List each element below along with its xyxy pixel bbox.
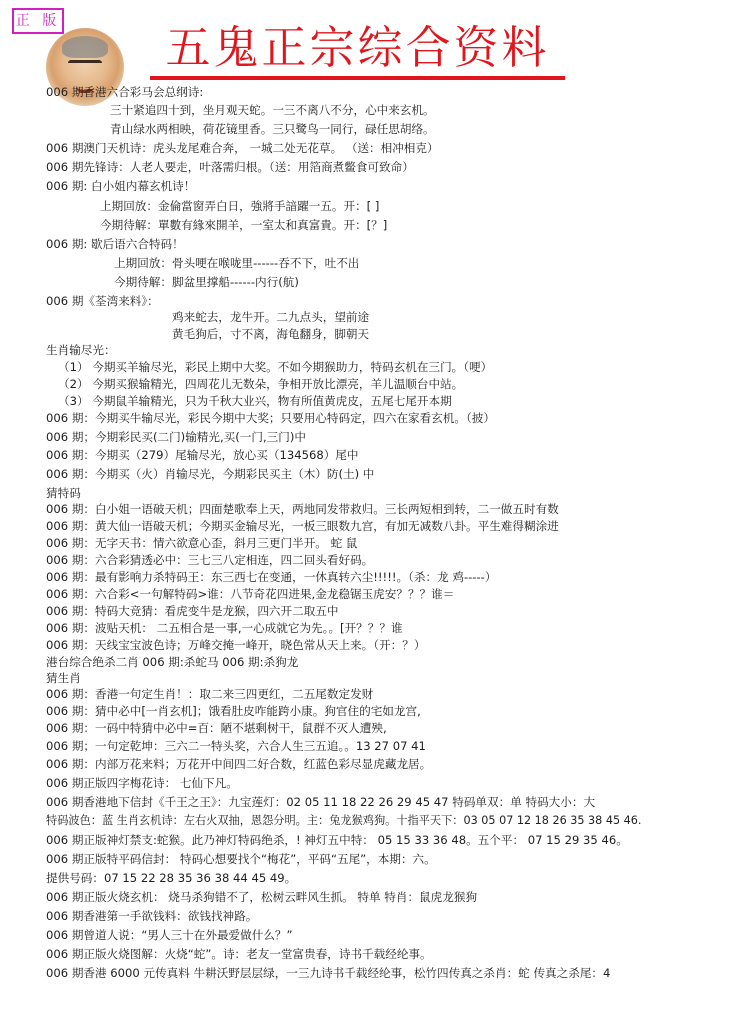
text-line: 生肖输尽光：: [46, 343, 116, 357]
text-line: 三十紧追四十到，坐月观天蛇。一三不离八不分，心中来玄机。: [110, 103, 435, 117]
text-line: 鸡来蛇去，龙牛开。二九点头，望前途: [172, 310, 370, 324]
text-line: 猜特码: [46, 486, 81, 500]
text-line: 006 期正版火烧图解：火烧“蛇”。诗：老友一堂富贵春，诗书千载经纶事。: [46, 947, 432, 961]
text-line: 特码波色：蓝 生肖玄机诗：左右火双抽，恩怨分明。主：兔龙猴鸡狗。十指平天下：03 05 07 12 18 26 35 38 45 46.: [46, 814, 642, 827]
text-line: 006 期：特码大竞猜：看虎变牛是龙猴，四六开二取五中: [46, 604, 339, 618]
text-line: 上期回放：金倫當窗弄白日，強將手諳躍一五。开：[ ]: [100, 199, 380, 213]
text-line: 青山绿水两相映，荷花镜里香。三只鹭鸟一同行，碌任思胡络。: [110, 122, 435, 136]
text-line: 006 期：今期买牛输尽光，彩民今期中大奖；只要用心特码定，四六在家看玄机。（披）: [46, 411, 495, 425]
text-line: 006 期曾道人说：“男人三十在外最爱做什么？”: [46, 928, 293, 942]
text-line: 港台综合绝杀二肖 006 期:杀蛇马 006 期:杀狗龙: [46, 655, 299, 669]
text-line: 006 期香港地下信封《千王之王》：九宝莲灯：02 05 11 18 22 26 29 45 47 特码单双：单 特码大小：大: [46, 795, 596, 809]
text-line: 今期待解：脚盆里撑船------内行(航): [114, 275, 299, 289]
text-line: 006 期正版神灯禁支:蛇猴。此乃神灯特码绝杀，! 神灯五中特： 05 15 33 36 48。五个平： 07 15 29 35 46。: [46, 833, 628, 847]
text-line: 猜生肖: [46, 671, 81, 685]
text-line: 006 期《荃湾来料》：: [46, 294, 159, 308]
text-line: 006 期：一码中特猜中必中=百：陋不堪剩树干，鼠群不灭人遭殃,: [46, 721, 387, 735]
text-line: 006 期香港第一手欲钱料：欲钱找神路。: [46, 909, 258, 923]
text-line: 上期回放：骨头哽在喉咙里------吞不下，吐不出: [114, 256, 360, 270]
text-line: 006 期：黄大仙一语破天机；今期买金输尽光，一板三眼数九宫，有加无减数八卦。平生难得糊涂进: [46, 519, 559, 533]
text-line: 006 期：六合彩猜透必中：三七三八定相连，四二回头看好码。: [46, 553, 374, 567]
page-title: 五鬼正宗综合资料: [165, 21, 550, 74]
text-line: 006 期澳门天机诗：虎头龙尾难合奔， 一城二处无花草。 （送：相冲相克）: [46, 141, 439, 155]
text-line: 黄毛狗后，寸不离，海龟翻身，脚朝天: [172, 327, 370, 341]
text-line: （2） 今期买猴输精光，四周花儿无数朵，争相开放比漂亮，羊儿温顺台中站。: [58, 377, 464, 391]
text-line: 006 期香港六合彩马会总纲诗:: [46, 85, 204, 99]
text-line: 006 期正版四字梅花诗： 七仙下凡。: [46, 776, 238, 790]
text-line: 006 期：内部万花来料；万花开中间四二好合数，红蓝色彩尽显虎藏龙居。: [46, 757, 432, 771]
text-line: 006 期；今期彩民买(二门)输精光,买(一门,三门)中: [46, 430, 306, 444]
text-line: 006 期：无字天书：情六欲意心歪，斜月三更门半开。 蛇 鼠: [46, 536, 358, 550]
text-line: 006 期：波贴天机： 二五相合是一事,一心成就它为先。。[开？？？谁: [46, 621, 403, 635]
text-line: 006 期：六合彩<一句解特码>谁：八节奇花四进果,金龙稳锯玉虎安？？？谁＝: [46, 587, 455, 601]
text-line: 006 期: 歇后语六合特码！: [46, 237, 184, 251]
text-line: 今期待解：單數有緣來開羊，一室太和真富貴。开：[？]: [100, 218, 388, 232]
text-line: （3） 今期鼠羊输精光，只为千秋大业兴，物有所值黄虎皮，五尾七尾开本期: [58, 394, 452, 408]
portrait-glasses: [68, 60, 102, 73]
text-line: 006 期：最有影响力杀特码王：东三西七在变通，一休真转六尘!!!!!。（杀：龙 鸡-----）: [46, 570, 497, 584]
text-line: 006 期先锋诗：人老人要走，叶落需归根。（送：用箔商煮鳖食可致命）: [46, 160, 414, 174]
text-line: 006 期；一句定乾坤：三六二一特头奖，六合人生三五追。。13 27 07 41: [46, 739, 426, 753]
text-line: 006 期: 白小姐内幕玄机诗！: [46, 179, 196, 193]
text-line: 006 期正版特平码信封： 特码心想要找个“梅花”，平码“五尾”，本期：六。: [46, 852, 436, 866]
text-line: 提供号码：07 15 22 28 35 36 38 44 45 49。: [46, 871, 297, 885]
title-underline: [150, 76, 565, 80]
text-line: 006 期：今期买（279）尾输尽光，放心买（134568）尾中: [46, 448, 359, 462]
text-line: 006 期：香港一句定生肖！：取二来三四更红，二五尾数定发财: [46, 687, 374, 701]
text-line: 006 期正版火烧玄机： 烧马杀狗错不了，松树云畔风生抓。 特单 特肖：鼠虎龙猴狗: [46, 890, 478, 904]
text-line: 006 期香港 6000 元传真料 牛耕沃野层层绿，一三九诗书千载经纶事，松竹四传真之杀肖：蛇 传真之杀尾：4: [46, 966, 611, 980]
text-line: 006 期：白小姐一语破天机；四面楚歌奉上天，两地同发带救归。三长两短相到转，二一做五时有数: [46, 502, 559, 516]
text-line: （1） 今期买羊输尽光，彩民上期中大奖。不如今期猴助力，特码玄机在三门。（哽）: [58, 360, 493, 374]
portrait-hair: [62, 36, 108, 58]
text-line: 006 期：天线宝宝波色诗；万峰交掩一峰开，晓色常从天上来。（开：？）: [46, 638, 426, 652]
text-line: 006 期：今期买（火）肖输尽光，今期彩民买主（木）防(土) 中: [46, 467, 375, 481]
text-line: 006 期：猜中必中[一肖玄机]；饿看肚皮咋能跨小康。狗官住的宅如龙宫,: [46, 704, 421, 718]
genuine-badge: 正 版: [12, 8, 64, 34]
